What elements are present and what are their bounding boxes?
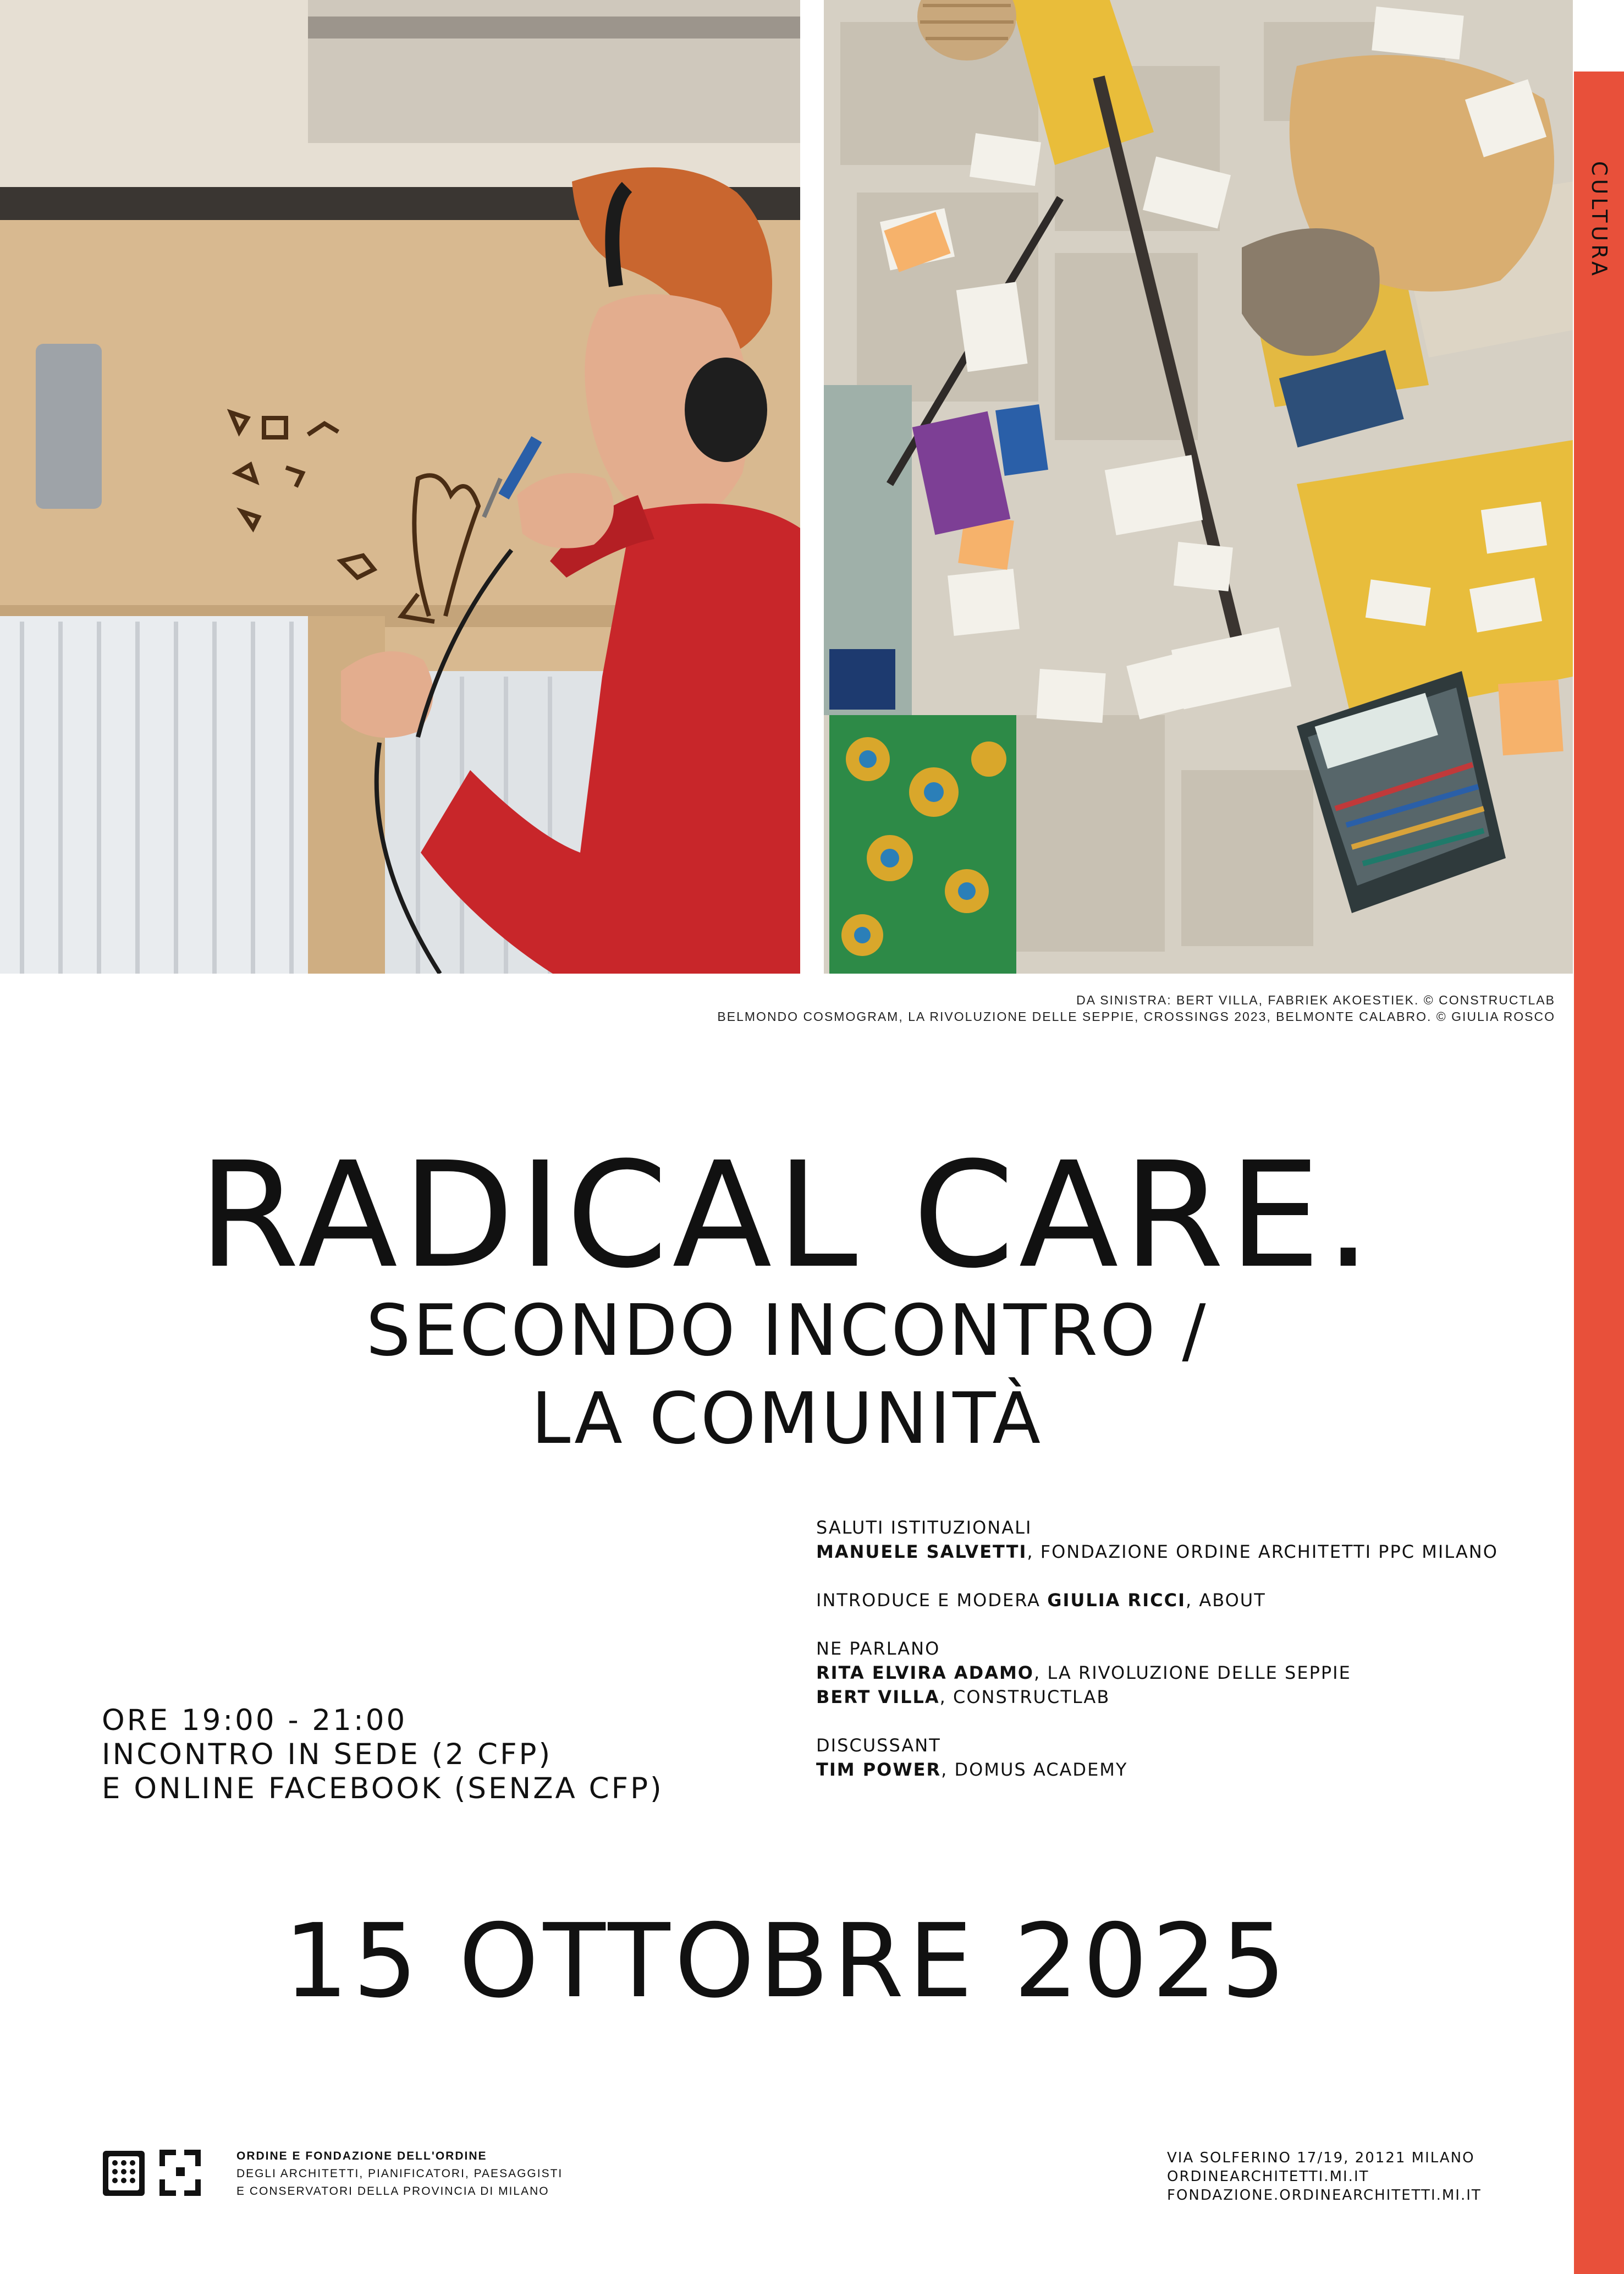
schedule-online: E ONLINE FACEBOOK (SENZA CFP) — [102, 1772, 664, 1805]
schedule-time: ORE 19:00 - 21:00 — [102, 1704, 408, 1737]
speaker-name: MANUELE SALVETTI — [816, 1541, 1027, 1562]
program-entry — [816, 1757, 1553, 1782]
ordine-logo-icon — [103, 2151, 145, 2196]
program-moderator — [816, 1588, 1553, 1612]
schedule — [102, 1704, 762, 1806]
speaker-role: , LA RIVOLUZIONE DELLE SEPPIE — [1034, 1662, 1351, 1683]
program-entry — [816, 1588, 1553, 1612]
speaker-role: , DOMUS ACADEMY — [941, 1759, 1128, 1780]
program-label: INTRODUCE E MODERA — [816, 1590, 1048, 1611]
credit-line: DA SINISTRA: BERT VILLA, FABRIEK AKOESTIEK. © CONSTRUCTLAB — [1076, 993, 1555, 1007]
program-speakers — [816, 1636, 1553, 1709]
photo-moodboard-icon — [824, 0, 1573, 974]
speaker-name: TIM POWER — [816, 1759, 942, 1780]
page-subtitle: LA COMUNITÀ — [531, 1378, 1043, 1460]
program-entry — [816, 1685, 1553, 1709]
photo-left — [0, 0, 800, 974]
program-label: DISCUSSANT — [816, 1735, 941, 1756]
program — [816, 1515, 1553, 1806]
page-subtitle: SECONDO INCONTRO / — [366, 1290, 1208, 1372]
speaker-role: , CONSTRUCTLAB — [939, 1687, 1110, 1707]
photo-right — [824, 0, 1573, 974]
credit-line: BELMONDO COSMOGRAM, LA RIVOLUZIONE DELLE SEPPIE, CROSSINGS 2023, BELMONTE CALABRO. © GIULIA ROSCO — [717, 1009, 1555, 1024]
footer-address — [1167, 2149, 1563, 2205]
photo-portrait-icon — [0, 0, 800, 974]
org-line: DEGLI ARCHITETTI, PIANIFICATORI, PAESAGGISTI — [236, 2167, 563, 2180]
section-tag-label: CULTURA — [1587, 161, 1611, 279]
program-entry — [816, 1540, 1553, 1564]
program-discussant — [816, 1733, 1553, 1782]
speaker-name: RITA ELVIRA ADAMO — [816, 1662, 1034, 1683]
speaker-role: , ABOUT — [1185, 1590, 1266, 1611]
program-label: SALUTI ISTITUZIONALI — [816, 1517, 1032, 1538]
speaker-name: BERT VILLA — [816, 1687, 940, 1707]
footer-logos — [102, 2145, 212, 2200]
section-tag — [1574, 149, 1624, 292]
fondazione-logo-icon — [159, 2150, 201, 2196]
page-title: RADICAL CARE. — [198, 1131, 1376, 1300]
website-link[interactable]: FONDAZIONE.ORDINEARCHITETTI.MI.IT — [1167, 2187, 1482, 2204]
org-name: ORDINE E FONDAZIONE DELL'ORDINE — [236, 2150, 487, 2162]
event-date: 15 OTTOBRE 2025 — [283, 1902, 1291, 2020]
speaker-name: GIULIA RICCI — [1047, 1590, 1186, 1611]
org-line: E CONSERVATORI DELLA PROVINCIA DI MILANO — [236, 2185, 549, 2198]
program-entry — [816, 1661, 1553, 1685]
program-label: NE PARLANO — [816, 1638, 940, 1659]
speaker-role: , FONDAZIONE ORDINE ARCHITETTI PPC MILANO — [1027, 1541, 1498, 1562]
footer-organization — [236, 2147, 731, 2200]
program-greetings — [816, 1515, 1553, 1564]
address-line: VIA SOLFERINO 17/19, 20121 MILANO — [1167, 2150, 1475, 2166]
sidebar-band — [1574, 72, 1624, 2274]
photo-credits — [455, 992, 1555, 1025]
schedule-venue: INCONTRO IN SEDE (2 CFP) — [102, 1738, 553, 1771]
website-link[interactable]: ORDINEARCHITETTI.MI.IT — [1167, 2168, 1369, 2185]
